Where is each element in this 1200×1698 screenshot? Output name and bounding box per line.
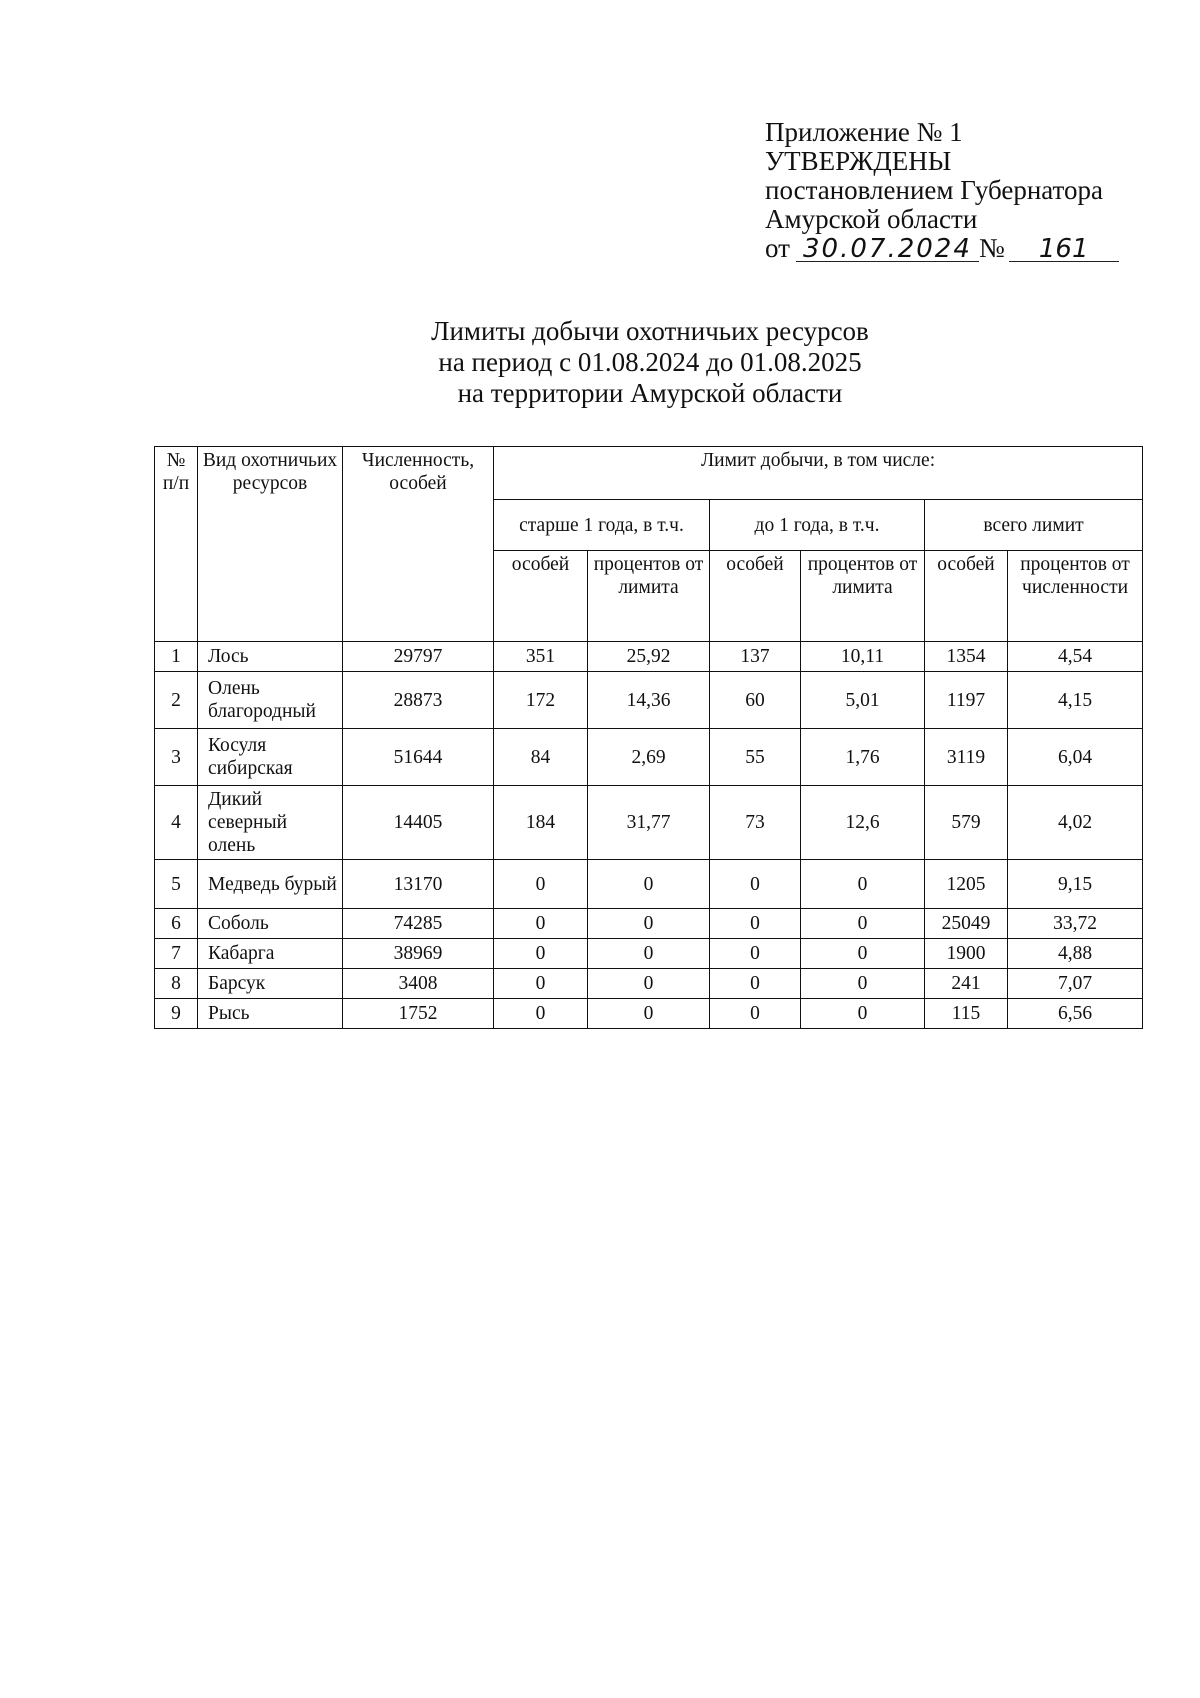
species-name: Лось <box>198 642 343 672</box>
species-name: Косуля сибирская <box>198 729 343 786</box>
older-individuals: 184 <box>494 786 588 860</box>
older-individuals: 0 <box>494 969 588 999</box>
population-value: 74285 <box>343 909 494 939</box>
younger-percent: 0 <box>801 939 925 969</box>
species-name: Олень благородный <box>198 672 343 729</box>
species-name: Рысь <box>198 999 343 1029</box>
younger-individuals: 0 <box>710 999 801 1029</box>
population-value: 51644 <box>343 729 494 786</box>
total-individuals: 579 <box>925 786 1008 860</box>
older-individuals: 84 <box>494 729 588 786</box>
species-name: Медведь бурый <box>198 860 343 909</box>
header-num: № п/п <box>155 447 198 642</box>
header-total: всего лимит <box>925 500 1143 551</box>
approved-label: УТВЕРЖДЕНЫ <box>765 146 952 176</box>
older-individuals: 0 <box>494 860 588 909</box>
population-value: 29797 <box>343 642 494 672</box>
population-value: 3408 <box>343 969 494 999</box>
older-percent: 0 <box>588 909 710 939</box>
table-row <box>155 672 1143 729</box>
row-number: 8 <box>155 969 198 999</box>
younger-percent: 0 <box>801 969 925 999</box>
total-individuals: 241 <box>925 969 1008 999</box>
header-older: старше 1 года, в т.ч. <box>494 500 710 551</box>
younger-individuals: 73 <box>710 786 801 860</box>
population-value: 28873 <box>343 672 494 729</box>
total-percent: 7,07 <box>1008 969 1143 999</box>
species-name: Кабарга <box>198 939 343 969</box>
table-row <box>155 969 1143 999</box>
number-label: № <box>978 233 1005 263</box>
total-percent: 4,15 <box>1008 672 1143 729</box>
younger-individuals: 55 <box>710 729 801 786</box>
approval-block <box>765 118 1155 263</box>
species-name: Барсук <box>198 969 343 999</box>
older-individuals: 0 <box>494 909 588 939</box>
younger-individuals: 0 <box>710 909 801 939</box>
handwritten-date: 30.07.2024 <box>796 237 979 262</box>
header-younger-pct: процентов от лимита <box>801 551 925 642</box>
from-label: от <box>765 233 790 263</box>
population-value: 13170 <box>343 860 494 909</box>
row-number: 6 <box>155 909 198 939</box>
total-individuals: 1354 <box>925 642 1008 672</box>
population-value: 14405 <box>343 786 494 860</box>
younger-percent: 0 <box>801 999 925 1029</box>
younger-individuals: 137 <box>710 642 801 672</box>
table-row <box>155 642 1143 672</box>
header-older-individuals: особей <box>494 551 588 642</box>
younger-individuals: 60 <box>710 672 801 729</box>
younger-individuals: 0 <box>710 860 801 909</box>
title-line-3: на территории Амурской области <box>457 378 843 408</box>
younger-individuals: 0 <box>710 939 801 969</box>
older-percent: 0 <box>588 860 710 909</box>
table-body <box>155 642 1143 1029</box>
region-label: Амурской области <box>765 204 978 234</box>
header-total-individuals: особей <box>925 551 1008 642</box>
appendix-label: Приложение № 1 <box>765 117 963 147</box>
older-individuals: 172 <box>494 672 588 729</box>
older-percent: 0 <box>588 999 710 1029</box>
total-individuals: 115 <box>925 999 1008 1029</box>
table-row <box>155 939 1143 969</box>
older-individuals: 351 <box>494 642 588 672</box>
header-younger: до 1 года, в т.ч. <box>710 500 925 551</box>
total-percent: 6,04 <box>1008 729 1143 786</box>
older-percent: 14,36 <box>588 672 710 729</box>
row-number: 3 <box>155 729 198 786</box>
row-number: 1 <box>155 642 198 672</box>
row-number: 7 <box>155 939 198 969</box>
handwritten-number: 161 <box>1009 237 1119 262</box>
younger-percent: 10,11 <box>801 642 925 672</box>
title-line-2: на период с 01.08.2024 до 01.08.2025 <box>438 347 862 377</box>
header-older-pct: процентов от лимита <box>588 551 710 642</box>
total-individuals: 1197 <box>925 672 1008 729</box>
document-title <box>330 316 970 409</box>
younger-individuals: 0 <box>710 969 801 999</box>
table-row <box>155 860 1143 909</box>
title-line-1: Лимиты добычи охотничьих ресурсов <box>431 316 869 346</box>
limits-table <box>154 446 1143 1029</box>
population-value: 1752 <box>343 999 494 1029</box>
header-total-pct: процентов от численности <box>1008 551 1143 642</box>
younger-percent: 1,76 <box>801 729 925 786</box>
header-younger-individuals: особей <box>710 551 801 642</box>
row-number: 4 <box>155 786 198 860</box>
older-percent: 2,69 <box>588 729 710 786</box>
total-individuals: 25049 <box>925 909 1008 939</box>
younger-percent: 12,6 <box>801 786 925 860</box>
decree-label: постановлением Губернатора <box>765 175 1103 205</box>
total-percent: 6,56 <box>1008 999 1143 1029</box>
decree-date-line <box>765 234 1155 263</box>
table-row <box>155 729 1143 786</box>
younger-percent: 0 <box>801 860 925 909</box>
species-name: Дикий северный олень <box>198 786 343 860</box>
table-row <box>155 786 1143 860</box>
population-value: 38969 <box>343 939 494 969</box>
total-percent: 33,72 <box>1008 909 1143 939</box>
total-percent: 4,02 <box>1008 786 1143 860</box>
total-percent: 4,88 <box>1008 939 1143 969</box>
younger-percent: 0 <box>801 909 925 939</box>
older-individuals: 0 <box>494 999 588 1029</box>
table-row <box>155 909 1143 939</box>
row-number: 9 <box>155 999 198 1029</box>
older-percent: 0 <box>588 969 710 999</box>
total-percent: 4,54 <box>1008 642 1143 672</box>
total-individuals: 1205 <box>925 860 1008 909</box>
total-percent: 9,15 <box>1008 860 1143 909</box>
older-percent: 31,77 <box>588 786 710 860</box>
header-species: Вид охотничьих ресурсов <box>198 447 343 642</box>
species-name: Соболь <box>198 909 343 939</box>
row-number: 2 <box>155 672 198 729</box>
total-individuals: 3119 <box>925 729 1008 786</box>
older-percent: 25,92 <box>588 642 710 672</box>
header-population: Численность, особей <box>343 447 494 642</box>
older-individuals: 0 <box>494 939 588 969</box>
younger-percent: 5,01 <box>801 672 925 729</box>
older-percent: 0 <box>588 939 710 969</box>
table-row <box>155 999 1143 1029</box>
row-number: 5 <box>155 860 198 909</box>
total-individuals: 1900 <box>925 939 1008 969</box>
header-limit: Лимит добычи, в том числе: <box>494 447 1143 500</box>
